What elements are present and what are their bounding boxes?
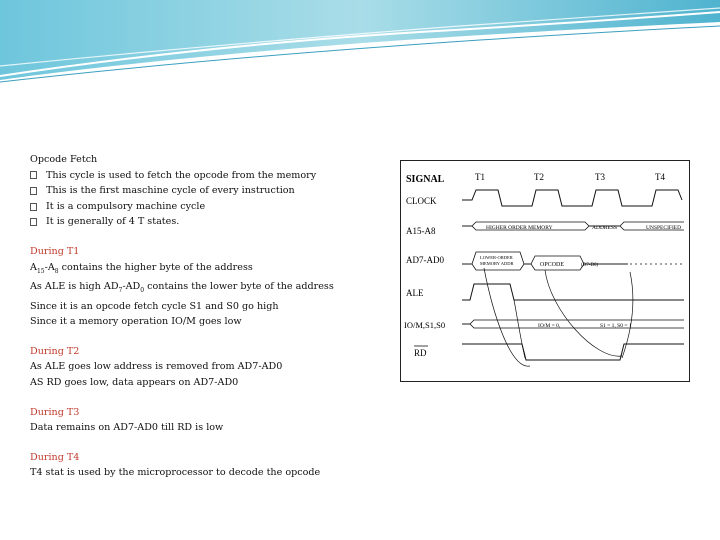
- t1-line-3: Since it is an opcode fetch cycle S1 and S0 go high: [30, 300, 279, 312]
- bullet-text: This is the first maschine cycle of every instruction: [46, 185, 295, 197]
- higher-order-label: HIGHER ORDER MEMORY: [486, 225, 553, 231]
- t1-line-4: Since it a memory operation IO/M goes low: [30, 316, 242, 328]
- signal-label-a15-a8: A15-A8: [406, 226, 436, 236]
- t4-heading: During T4: [30, 451, 80, 463]
- bullet-item: [30, 183, 380, 199]
- opcode-label: OPCODE: [540, 262, 565, 268]
- status-value-label: S1 = 1, S0 = 1: [600, 323, 632, 329]
- signal-label-iom: IO/M,S1,S0: [404, 320, 446, 330]
- bullet-text: It is generally of 4 T states.: [46, 216, 180, 228]
- t2-line: AS RD goes low, data appears on AD7-AD0: [30, 376, 239, 388]
- signal-label-ale: ALE: [406, 288, 424, 298]
- t1-line-1: $A_{15}-A_8$ contains the higher byte of the address: [30, 261, 253, 275]
- t-state-label: T3: [595, 172, 605, 182]
- t3-heading: During T3: [30, 406, 80, 418]
- header-wave-banner: [0, 0, 720, 90]
- address-label: ADDRESS: [592, 225, 618, 231]
- t-state-label: T2: [534, 172, 544, 182]
- bullet-item: [30, 168, 380, 184]
- lower-order-label: LOWER-ORDER: [480, 255, 513, 260]
- t-state-label: T4: [655, 172, 665, 182]
- t1-line-2-post: contains the lower byte of the address: [144, 281, 334, 293]
- checkbox-bullet-icon: [30, 187, 37, 195]
- bullet-item: [30, 214, 380, 230]
- data-range-label: (D7-D0): [581, 263, 599, 268]
- signal-header: SIGNAL: [406, 174, 445, 185]
- signal-label-clock: CLOCK: [406, 196, 437, 206]
- t1-line-1-text: contains the higher byte of the address: [58, 261, 253, 273]
- t4-line: T4 stat is used by the microprocessor to decode the opcode: [30, 467, 321, 479]
- t2-heading: During T2: [30, 345, 80, 357]
- t1-line-2: As ALE is high $AD_7-AD_0$ contains the lower byte of the address: [30, 281, 334, 294]
- unspecified-label: UNSPECIFIED: [646, 225, 682, 231]
- bullet-text: This cycle is used to fetch the opcode from the memory: [46, 169, 317, 181]
- iom-value-label: IO/M = 0,: [538, 323, 561, 329]
- t-state-label: T1: [475, 172, 485, 182]
- opcode-fetch-title: Opcode Fetch: [30, 154, 98, 165]
- bullet-item: [30, 199, 380, 215]
- t1-line-2-pre: As ALE is high AD: [30, 281, 119, 293]
- checkbox-bullet-icon: [30, 203, 37, 211]
- t2-line: As ALE goes low address is removed from AD7-AD0: [30, 361, 283, 373]
- bullet-text: It is a compulsory machine cycle: [46, 200, 206, 212]
- lower-order-label: MEMORY ADDR: [480, 261, 514, 266]
- signal-label-rd: RD: [414, 348, 427, 358]
- t1-heading: During T1: [30, 245, 80, 257]
- checkbox-bullet-icon: [30, 218, 37, 226]
- signal-label-ad7-ad0: AD7-AD0: [406, 255, 444, 265]
- checkbox-bullet-icon: [30, 171, 37, 179]
- t3-line: Data remains on AD7-AD0 till RD is low: [30, 422, 224, 434]
- timing-diagram: [400, 160, 690, 382]
- content-text: [30, 152, 380, 481]
